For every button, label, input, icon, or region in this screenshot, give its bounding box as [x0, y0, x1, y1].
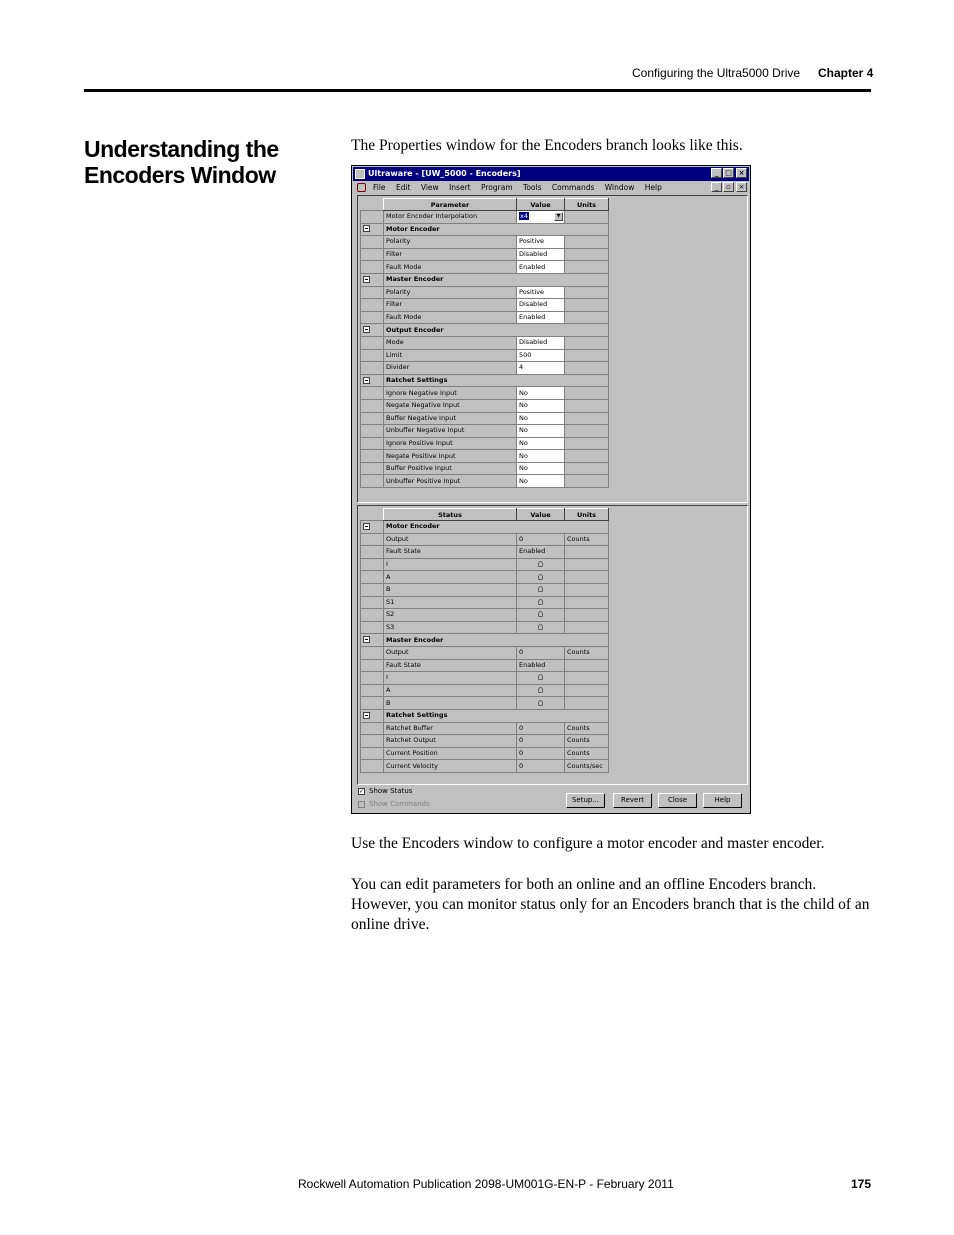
row-label: Filter [384, 299, 517, 312]
status-row[interactable] [361, 609, 609, 622]
row-units [565, 349, 609, 362]
row-units [565, 399, 609, 412]
row-units [565, 211, 609, 224]
menu-help[interactable]: Help [644, 183, 662, 192]
row-value-text: No [519, 438, 528, 447]
group-label: Motor Encoder [384, 223, 609, 236]
indent-cell [361, 248, 384, 261]
row-value [517, 747, 565, 760]
indent-cell [361, 462, 384, 475]
indent-cell [361, 425, 384, 438]
indent-cell [361, 697, 384, 710]
param-row[interactable] [361, 286, 609, 299]
row-units [565, 425, 609, 438]
intro-paragraph: The Properties window for the Encoders branch looks like this. [351, 137, 743, 154]
row-value-text: Enabled [519, 660, 546, 669]
row-label: Buffer Positive Input [384, 462, 517, 475]
menu-insert[interactable]: Insert [449, 183, 471, 192]
close-button[interactable]: Close [658, 793, 697, 808]
row-label: Unbuffer Positive Input [384, 475, 517, 488]
led-bulb-icon [538, 561, 543, 567]
row-units [565, 621, 609, 634]
row-value-text: Positive [519, 237, 545, 246]
row-label: Polarity [384, 236, 517, 249]
row-value-text: 500 [519, 350, 532, 359]
row-value[interactable] [517, 236, 565, 249]
row-label: Polarity [384, 286, 517, 299]
document-icon[interactable] [357, 183, 366, 192]
indent-cell [361, 558, 384, 571]
param-row[interactable] [361, 273, 609, 286]
row-label: Ignore Negative Input [384, 387, 517, 400]
indent-cell [361, 659, 384, 672]
row-label: B [384, 697, 517, 710]
status-row[interactable] [361, 596, 609, 609]
row-label: Fault State [384, 546, 517, 559]
show-status-checkbox[interactable]: ✓ [359, 788, 365, 795]
row-label: Filter [384, 248, 517, 261]
indent-cell [361, 596, 384, 609]
row-label: Ratchet Output [384, 735, 517, 748]
collapse-toggle[interactable] [361, 521, 384, 534]
row-value[interactable] [517, 261, 565, 274]
indent-cell [361, 362, 384, 375]
row-value[interactable] [517, 286, 565, 299]
row-units [565, 546, 609, 559]
indent-cell [361, 533, 384, 546]
collapse-toggle[interactable] [361, 634, 384, 647]
parameter-pane [357, 195, 748, 503]
row-units [565, 286, 609, 299]
led-bulb-icon [538, 586, 543, 592]
revert-button[interactable]: Revert [613, 793, 652, 808]
row-value[interactable] [517, 362, 565, 375]
row-value[interactable] [517, 412, 565, 425]
row-label: Limit [384, 349, 517, 362]
param-row[interactable] [361, 311, 609, 324]
led-bulb-icon [538, 574, 543, 580]
row-units: Counts [565, 747, 609, 760]
param-row[interactable] [361, 450, 609, 463]
status-row[interactable] [361, 583, 609, 596]
row-label: Buffer Negative Input [384, 412, 517, 425]
indent-cell [361, 684, 384, 697]
indent-cell [361, 621, 384, 634]
row-label: I [384, 672, 517, 685]
group-label: Master Encoder [384, 273, 609, 286]
param-row[interactable] [361, 387, 609, 400]
row-value [517, 558, 565, 571]
row-units [565, 450, 609, 463]
indent-cell [361, 311, 384, 324]
status-row[interactable] [361, 747, 609, 760]
column-header-status-value[interactable]: Value [517, 509, 565, 521]
setup-button[interactable]: Setup... [566, 793, 605, 808]
menu-window[interactable]: Window [604, 183, 635, 192]
param-row[interactable] [361, 324, 609, 337]
row-value-text: Disabled [519, 250, 548, 259]
row-value[interactable] [517, 450, 565, 463]
row-value-text: 0 [519, 648, 524, 657]
minus-icon[interactable] [363, 326, 370, 333]
row-label: Fault Mode [384, 261, 517, 274]
indent-cell [361, 211, 384, 224]
led-bulb-icon [538, 599, 543, 605]
row-value [517, 659, 565, 672]
status-row[interactable] [361, 621, 609, 634]
row-label: Fault Mode [384, 311, 517, 324]
led-bulb-icon [538, 700, 543, 706]
maximize-button[interactable]: □ [723, 168, 734, 178]
indent-cell [361, 475, 384, 488]
minus-icon[interactable] [363, 636, 370, 643]
status-grid [360, 508, 609, 773]
group-label: Output Encoder [384, 324, 609, 337]
monitoring-paragraph: You can edit parameters for both an online and an offline Encoders branch. However, you can monitor status only for an Encoders branch that is the child of an online drive. [351, 876, 870, 933]
status-row[interactable] [361, 709, 609, 722]
row-value [517, 583, 565, 596]
param-row[interactable] [361, 336, 609, 349]
row-label: Current Position [384, 747, 517, 760]
param-row[interactable] [361, 399, 609, 412]
menu-file[interactable]: File [373, 183, 386, 192]
indent-cell [361, 747, 384, 760]
group-label: Ratchet Settings [384, 374, 609, 387]
row-value-text: x4 [520, 212, 528, 221]
status-pane [357, 505, 748, 785]
status-row[interactable] [361, 672, 609, 685]
row-units [565, 609, 609, 622]
status-row[interactable] [361, 558, 609, 571]
row-units [565, 672, 609, 685]
indent-cell [361, 672, 384, 685]
row-value[interactable] [517, 299, 565, 312]
row-value[interactable] [517, 211, 565, 224]
row-label: I [384, 558, 517, 571]
row-value [517, 546, 565, 559]
running-header-chapter: Chapter 4 [818, 66, 874, 80]
show-status-label: Show Status [369, 787, 413, 795]
row-label: S3 [384, 621, 517, 634]
led-bulb-icon [538, 674, 543, 680]
row-value-text: No [519, 413, 528, 422]
collapse-toggle[interactable] [361, 324, 384, 337]
menu-view[interactable]: View [420, 183, 439, 192]
row-value-text: Enabled [519, 313, 546, 322]
row-units [565, 362, 609, 375]
led-bulb-icon [538, 687, 543, 693]
param-row[interactable] [361, 299, 609, 312]
param-row[interactable] [361, 349, 609, 362]
indent-cell [361, 286, 384, 299]
collapse-toggle[interactable] [361, 709, 384, 722]
row-label: Unbuffer Negative Input [384, 425, 517, 438]
section-heading: Understanding the Encoders Window [84, 136, 279, 188]
param-row[interactable] [361, 211, 609, 224]
row-value-text: No [519, 464, 528, 473]
param-row[interactable] [361, 437, 609, 450]
row-value[interactable] [517, 311, 565, 324]
indent-cell [361, 735, 384, 748]
mdi-minimize-button[interactable]: _ [711, 182, 722, 192]
app-icon [355, 169, 365, 179]
indent-cell [361, 336, 384, 349]
row-value-text: 0 [519, 736, 524, 745]
row-units [565, 311, 609, 324]
indent-cell [361, 236, 384, 249]
row-value[interactable] [517, 425, 565, 438]
row-units [565, 299, 609, 312]
param-row[interactable] [361, 425, 609, 438]
row-units: Counts/sec [565, 760, 609, 773]
row-value-text: No [519, 476, 528, 485]
column-header-units[interactable]: Units [565, 199, 609, 211]
row-units [565, 558, 609, 571]
status-row[interactable] [361, 760, 609, 773]
row-value-text: Disabled [519, 338, 548, 347]
row-label: Divider [384, 362, 517, 375]
row-label: B [384, 583, 517, 596]
row-units [565, 261, 609, 274]
header-rule [84, 89, 871, 92]
row-label: S1 [384, 596, 517, 609]
minimize-button[interactable]: _ [711, 168, 722, 178]
row-value [517, 646, 565, 659]
row-value[interactable] [517, 462, 565, 475]
menu-tools[interactable]: Tools [523, 183, 542, 192]
status-row[interactable] [361, 684, 609, 697]
row-label: Current Velocity [384, 760, 517, 773]
menu-commands[interactable]: Commands [551, 183, 595, 192]
indent-cell [361, 261, 384, 274]
row-value [517, 672, 565, 685]
collapse-toggle[interactable] [361, 374, 384, 387]
show-commands-checkbox[interactable] [358, 801, 365, 808]
row-value-text: Disabled [519, 300, 548, 309]
row-value[interactable] [517, 336, 565, 349]
minus-icon[interactable] [363, 377, 370, 384]
indent-cell [361, 387, 384, 400]
status-row[interactable] [361, 735, 609, 748]
usage-paragraph: Use the Encoders window to configure a motor encoder and master encoder. [351, 835, 825, 852]
row-label: A [384, 684, 517, 697]
minus-icon[interactable] [363, 523, 370, 530]
show-commands-label: Show Commands [369, 800, 430, 808]
param-row[interactable] [361, 248, 609, 261]
row-units [565, 583, 609, 596]
status-row[interactable] [361, 697, 609, 710]
status-row[interactable] [361, 571, 609, 584]
row-units [565, 697, 609, 710]
collapse-toggle[interactable] [361, 273, 384, 286]
row-value-text: 0 [519, 761, 524, 770]
indent-cell [361, 571, 384, 584]
indent-cell [361, 349, 384, 362]
row-value [517, 533, 565, 546]
row-units [565, 462, 609, 475]
menu-edit[interactable]: Edit [395, 183, 411, 192]
row-label: Ignore Positive Input [384, 437, 517, 450]
led-bulb-icon [538, 624, 543, 630]
param-row[interactable] [361, 462, 609, 475]
row-units [565, 236, 609, 249]
row-value [517, 697, 565, 710]
group-label: Ratchet Settings [384, 709, 609, 722]
row-value-text: Enabled [519, 547, 546, 556]
param-row[interactable] [361, 223, 609, 236]
dropdown-arrow-icon[interactable]: ▼ [554, 212, 563, 221]
row-value [517, 722, 565, 735]
row-units: Counts [565, 533, 609, 546]
row-units [565, 596, 609, 609]
footer-publication: Rockwell Automation Publication 2098-UM001G-EN-P - February 2011 [298, 1177, 674, 1191]
mdi-restore-button[interactable]: ▫ [723, 182, 734, 192]
row-units [565, 659, 609, 672]
row-units [565, 412, 609, 425]
window-title-bar [353, 167, 749, 181]
row-units: Counts [565, 722, 609, 735]
indent-cell [361, 760, 384, 773]
row-value[interactable] [517, 475, 565, 488]
param-row[interactable] [361, 475, 609, 488]
param-row[interactable] [361, 412, 609, 425]
status-row[interactable] [361, 722, 609, 735]
status-row[interactable] [361, 546, 609, 559]
close-window-button[interactable]: × [736, 168, 747, 178]
menu-bar [353, 181, 749, 194]
row-units [565, 571, 609, 584]
row-value [517, 571, 565, 584]
group-label: Master Encoder [384, 634, 609, 647]
row-value [517, 760, 565, 773]
help-button[interactable]: Help [703, 793, 742, 808]
row-value [517, 596, 565, 609]
row-units [565, 684, 609, 697]
row-label: Ratchet Buffer [384, 722, 517, 735]
indent-cell [361, 450, 384, 463]
column-header-value[interactable]: Value [517, 199, 565, 211]
row-units [565, 437, 609, 450]
row-units [565, 248, 609, 261]
window-title: Ultraware - [UW_5000 - Encoders] [368, 169, 521, 178]
indent-cell [361, 546, 384, 559]
row-label: Mode [384, 336, 517, 349]
row-units [565, 387, 609, 400]
status-row[interactable] [361, 521, 609, 534]
row-value [517, 735, 565, 748]
minus-icon[interactable] [363, 225, 370, 232]
indent-cell [361, 646, 384, 659]
row-label: Motor Encoder Interpolation [384, 211, 517, 224]
row-value-text: 0 [519, 723, 524, 732]
column-header-status[interactable]: Status [384, 509, 517, 521]
status-row[interactable] [361, 659, 609, 672]
row-value-text: No [519, 388, 528, 397]
indent-cell [361, 722, 384, 735]
minus-icon[interactable] [363, 276, 370, 283]
row-value [517, 621, 565, 634]
indent-cell [361, 299, 384, 312]
indent-cell [361, 437, 384, 450]
row-value-text: No [519, 451, 528, 460]
status-row[interactable] [361, 533, 609, 546]
group-label: Motor Encoder [384, 521, 609, 534]
row-value [517, 609, 565, 622]
collapse-toggle[interactable] [361, 223, 384, 236]
row-units: Counts [565, 646, 609, 659]
mdi-close-button[interactable]: × [736, 182, 747, 192]
led-bulb-icon [538, 611, 543, 617]
column-header-status-units[interactable]: Units [565, 509, 609, 521]
row-value[interactable] [517, 387, 565, 400]
row-units: Counts [565, 735, 609, 748]
param-row[interactable] [361, 362, 609, 375]
column-header-parameter[interactable]: Parameter [384, 199, 517, 211]
row-value[interactable] [517, 248, 565, 261]
indent-cell [361, 609, 384, 622]
indent-cell [361, 399, 384, 412]
param-row[interactable] [361, 236, 609, 249]
minus-icon[interactable] [363, 712, 370, 719]
status-row[interactable] [361, 646, 609, 659]
running-header-section: Configuring the Ultra5000 Drive [632, 66, 801, 80]
row-value-text: 0 [519, 748, 524, 757]
row-value [517, 684, 565, 697]
row-label: A [384, 571, 517, 584]
row-value-text: No [519, 426, 528, 435]
row-label: Negate Positive Input [384, 450, 517, 463]
parameter-grid [360, 198, 609, 488]
row-value[interactable] [517, 349, 565, 362]
row-label: Output [384, 646, 517, 659]
row-label: Output [384, 533, 517, 546]
row-units [565, 475, 609, 488]
row-value[interactable] [517, 437, 565, 450]
row-value-text: Enabled [519, 262, 546, 271]
row-label: Fault State [384, 659, 517, 672]
page-number: 175 [851, 1177, 872, 1191]
param-row[interactable] [361, 374, 609, 387]
row-value-text: No [519, 401, 528, 410]
row-value[interactable] [517, 399, 565, 412]
indent-cell [361, 583, 384, 596]
menu-program[interactable]: Program [480, 183, 513, 192]
row-label: S2 [384, 609, 517, 622]
row-label: Negate Negative Input [384, 399, 517, 412]
row-value-text: 0 [519, 534, 524, 543]
row-units [565, 336, 609, 349]
param-row[interactable] [361, 261, 609, 274]
indent-cell [361, 412, 384, 425]
row-value-text: Positive [519, 287, 545, 296]
ultraware-window [351, 165, 751, 814]
row-value-text: 4 [519, 363, 524, 372]
status-row[interactable] [361, 634, 609, 647]
